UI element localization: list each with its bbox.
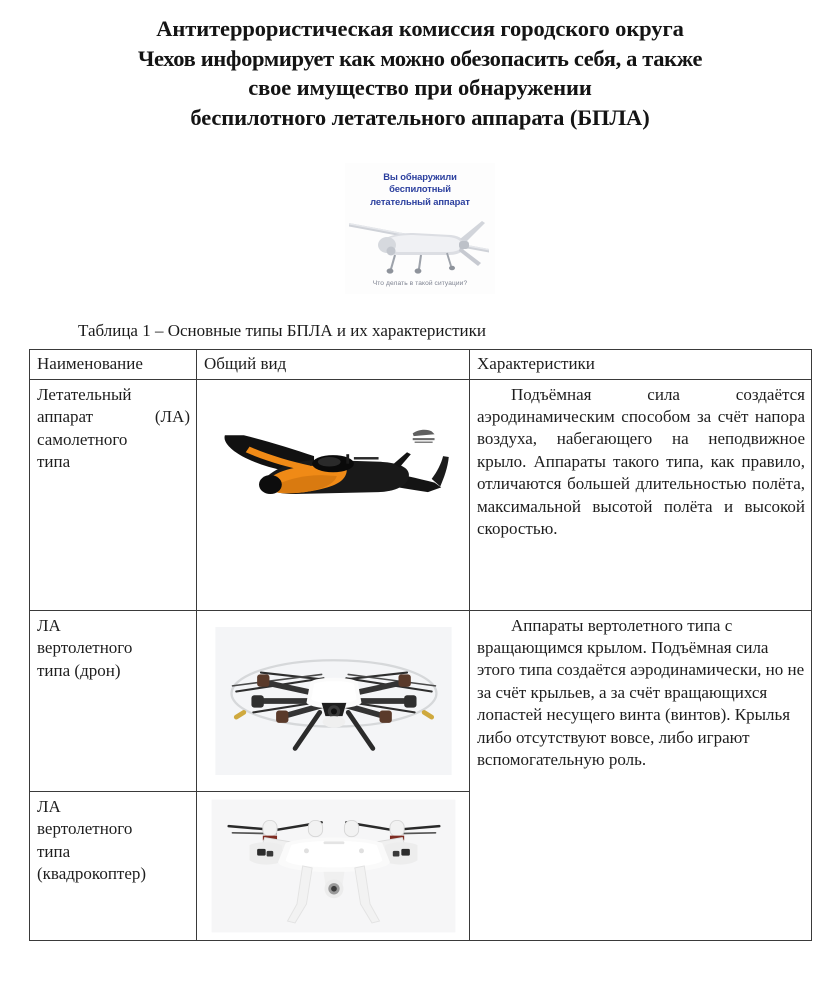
name-line-2: вертолетного [37,819,133,839]
cell-image-hexacopter [197,610,470,791]
name-line-1: Летательный [37,384,132,404]
cell-name-fixed-wing [30,379,197,610]
table-header-row [30,350,812,379]
uav-types-table [29,349,812,940]
name-line-2: вертолетного [37,638,133,658]
fixed-wing-drone-image [204,384,463,606]
name-line-1: ЛА [37,615,61,635]
poster-footer: Что делать в такой ситуации? [372,279,468,287]
cell-characteristics-rotorcraft: Аппараты вертолетного типа с вращающимся крылом. Подъёмная сила этого типа создаётся аэродинамически, но не за счёт крыльев, а за счёт вращающихся лопастей несущего винта (винтов). Крылья либо отсутствуют вовсе, либо играют вспомогательную роль. [470,610,812,940]
column-header-name: Наименование [30,350,197,379]
name-line-3: типа (дрон) [37,660,121,680]
name-line-3: типа [37,841,71,861]
uav-warning-poster [345,163,495,294]
cell-name-quadcopter [30,791,197,940]
column-header-view: Общий вид [197,350,470,379]
title-line-2: Чехов информирует как можно обезопасить себя, а также [137,45,703,71]
cell-image-fixed-wing [197,379,470,610]
name-line-1: ЛА [37,796,61,816]
poster-heading-line-2: беспилотный [389,183,451,195]
uav-types-table-container [29,349,811,940]
table-row [30,379,812,610]
poster-heading [345,171,495,209]
cell-name-hexacopter [30,610,197,791]
name-line-3: самолетного [37,429,128,449]
table-row [30,610,812,791]
hexacopter-drone-image [204,615,463,787]
title-line-3: свое имущество при обнаружении [248,75,592,101]
name-line-4: (квадрокоптер) [37,864,147,884]
name-line-2: аппарат (ЛА) [37,407,190,427]
quadcopter-drone-image [204,796,463,936]
cell-characteristics-fixed-wing: Подъёмная сила создаётся аэродинамическим способом за счёт напора воздуха, набегающего на неподвижное крыло. Аппараты такого типа, как правило, отличаются большей длительностью полёта, максимальной высотой полёта и высокой скоростью. [470,379,812,610]
poster-heading-line-1: Вы обнаружили [383,170,457,182]
poster-uav-icon [347,209,493,281]
name-line-4: типа [37,452,71,472]
title-line-1: Антитеррористическая комиссия городского округа [156,16,684,41]
cell-image-quadcopter [197,791,470,940]
column-header-characteristics: Характеристики [470,350,812,379]
poster-image-container [0,163,840,294]
title-line-4: беспилотного летательного аппарата (БПЛА) [190,105,650,131]
page-title [0,0,840,133]
table-caption: Таблица 1 – Основные типы БПЛА и их характеристики [78,320,486,340]
poster-heading-line-3: летательный аппарат [370,196,470,208]
